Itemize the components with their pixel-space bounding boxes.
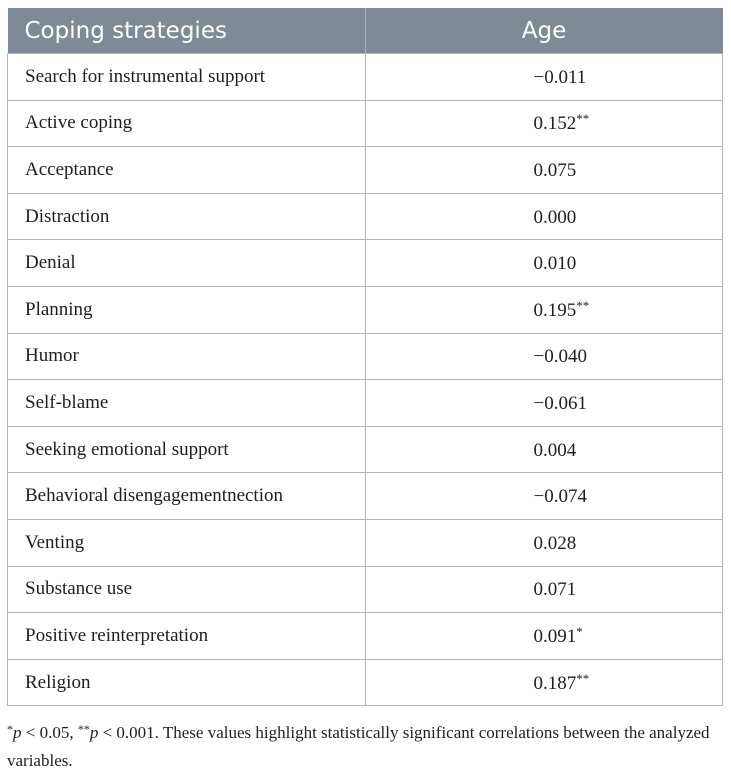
correlation-value: 0.004	[533, 439, 577, 461]
age-correlation-cell	[365, 240, 723, 287]
age-correlation-cell	[365, 54, 723, 101]
age-correlation-cell	[365, 333, 723, 380]
correlation-value: −0.040	[533, 346, 587, 368]
header-age: Age	[365, 8, 723, 54]
table-row	[8, 566, 723, 613]
correlation-table-container	[7, 8, 723, 775]
correlation-value: 0.091	[533, 625, 577, 647]
strategy-cell: Denial	[8, 240, 366, 287]
age-correlation-cell	[365, 380, 723, 427]
correlation-value: 0.071	[533, 579, 577, 601]
strategy-cell: Positive reinterpretation	[8, 613, 366, 660]
age-correlation-cell	[365, 519, 723, 566]
age-correlation-cell	[365, 613, 723, 660]
footnote-threshold-2: < 0.001. These values highlight statistically significant correlations between the analyzed variables.	[7, 723, 710, 771]
table-row	[8, 193, 723, 240]
significance-marker: **	[576, 111, 590, 127]
table-row	[8, 147, 723, 194]
correlation-value: 0.075	[533, 159, 577, 181]
table-row	[8, 286, 723, 333]
footnote-star-double: **	[77, 722, 90, 737]
table-row	[8, 333, 723, 380]
correlation-value: 0.010	[533, 253, 577, 275]
coping-age-table	[7, 8, 723, 706]
correlation-value: 0.187	[533, 672, 577, 694]
correlation-value: 0.028	[533, 532, 577, 554]
age-correlation-cell	[365, 193, 723, 240]
table-row	[8, 240, 723, 287]
table-row	[8, 380, 723, 427]
strategy-cell: Humor	[8, 333, 366, 380]
table-row	[8, 473, 723, 520]
age-correlation-cell	[365, 659, 723, 706]
correlation-value: −0.011	[533, 66, 587, 88]
table-row	[8, 659, 723, 706]
table-header-row	[8, 8, 723, 54]
strategy-cell: Self-blame	[8, 380, 366, 427]
age-correlation-cell	[365, 566, 723, 613]
age-correlation-cell	[365, 426, 723, 473]
correlation-value: −0.074	[533, 486, 587, 508]
correlation-value: 0.195	[533, 299, 577, 321]
strategy-cell: Substance use	[8, 566, 366, 613]
footnote-p-italic-2: p	[89, 723, 99, 743]
correlation-value: −0.061	[533, 392, 587, 414]
significance-marker: *	[576, 623, 583, 639]
table-row	[8, 426, 723, 473]
table-body	[8, 54, 723, 706]
age-correlation-cell	[365, 100, 723, 147]
age-correlation-cell	[365, 473, 723, 520]
strategy-cell: Behavioral disengagementnection	[8, 473, 366, 520]
strategy-cell: Distraction	[8, 193, 366, 240]
strategy-cell: Acceptance	[8, 147, 366, 194]
strategy-cell: Venting	[8, 519, 366, 566]
table-row	[8, 54, 723, 101]
strategy-cell: Seeking emotional support	[8, 426, 366, 473]
strategy-cell: Planning	[8, 286, 366, 333]
table-row	[8, 613, 723, 660]
footnote-threshold-1: < 0.05,	[21, 723, 78, 743]
strategy-cell: Search for instrumental support	[8, 54, 366, 101]
correlation-value: 0.000	[533, 206, 577, 228]
footnote-star-single: *	[7, 722, 13, 737]
header-coping-strategies: Coping strategies	[8, 8, 366, 54]
strategy-cell: Active coping	[8, 100, 366, 147]
table-row	[8, 100, 723, 147]
age-correlation-cell	[365, 147, 723, 194]
age-correlation-cell	[365, 286, 723, 333]
significance-marker: **	[576, 670, 590, 686]
table-row	[8, 519, 723, 566]
strategy-cell: Religion	[8, 659, 366, 706]
table-footnote	[7, 715, 723, 775]
significance-marker: **	[576, 297, 590, 313]
correlation-value: 0.152	[533, 113, 577, 135]
footnote-p-italic: p	[13, 723, 22, 743]
